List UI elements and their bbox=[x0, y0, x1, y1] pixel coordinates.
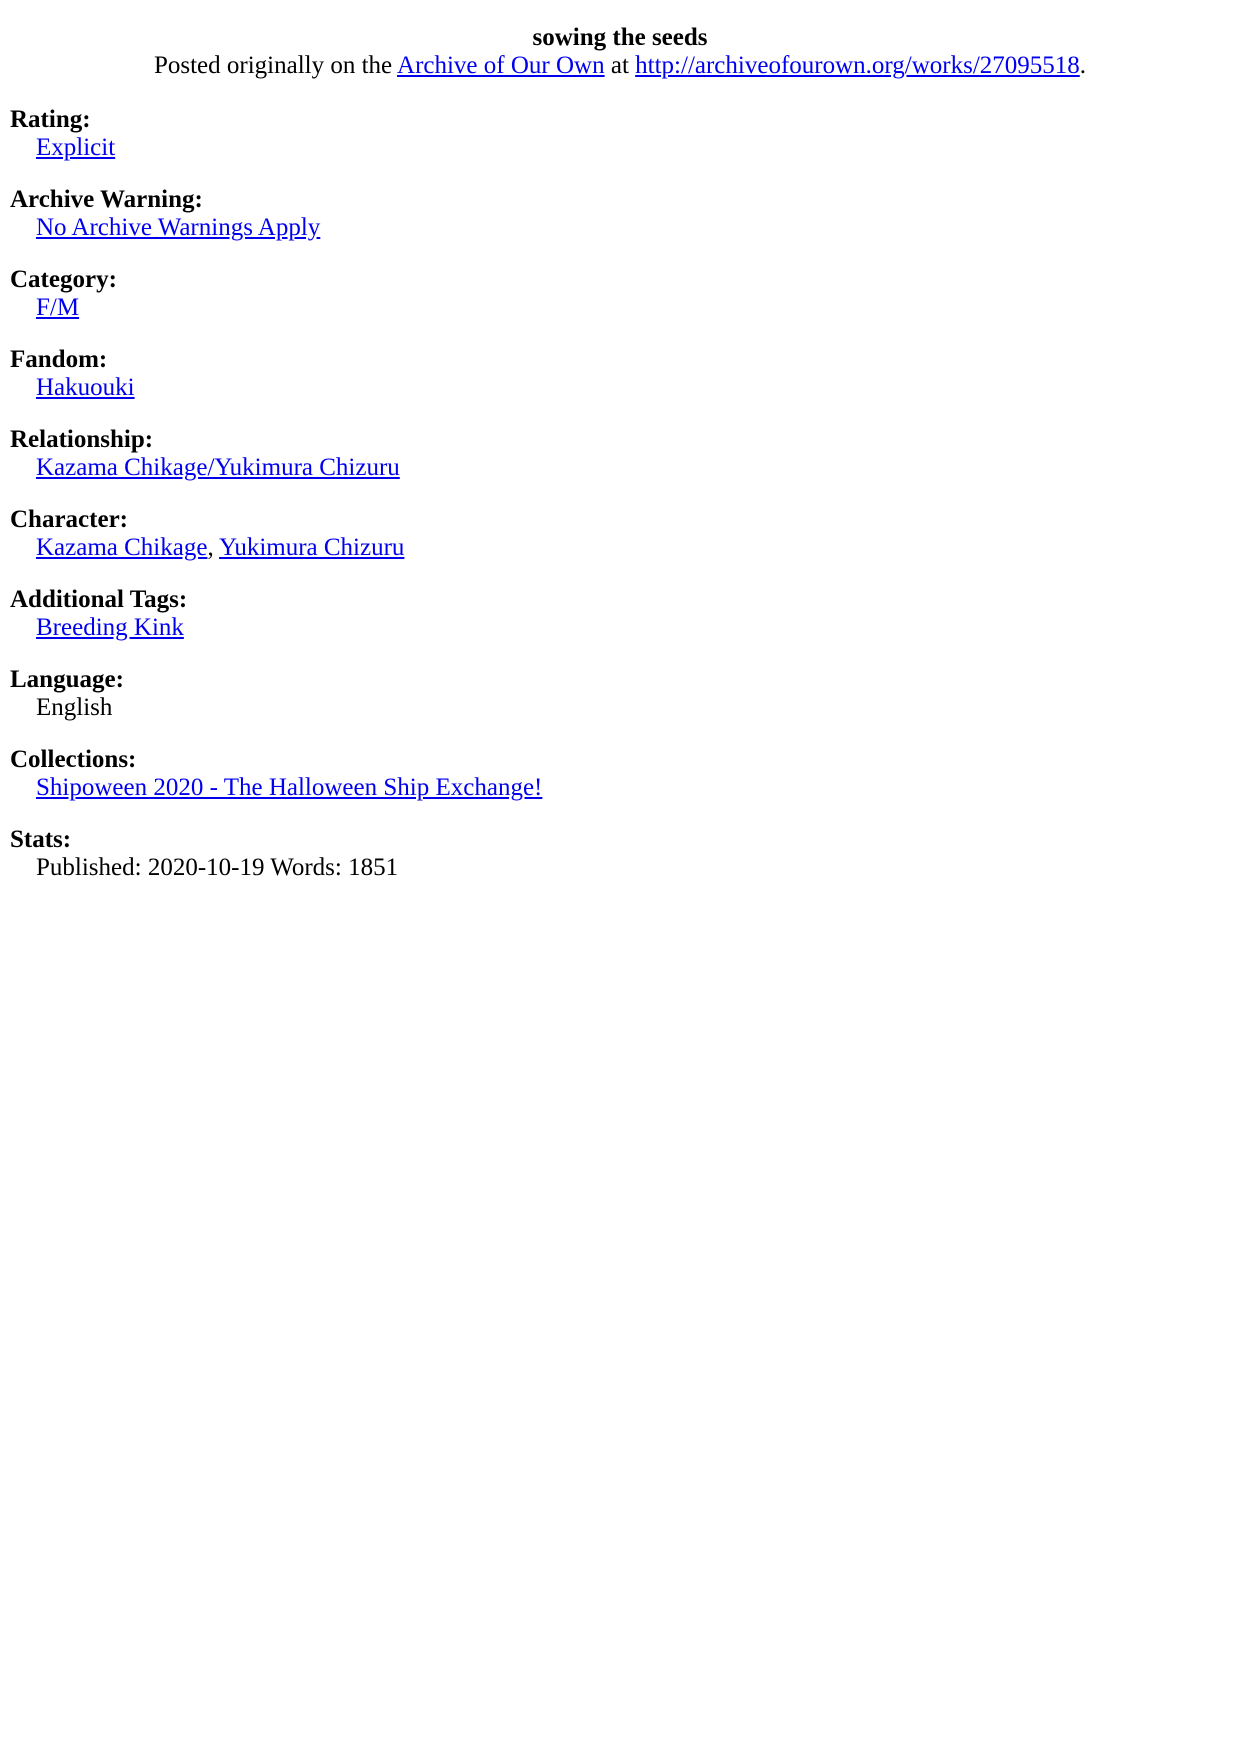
relationship-link[interactable]: Kazama Chikage/Yukimura Chizuru bbox=[36, 454, 400, 481]
collection-link[interactable]: Shipoween 2020 - The Halloween Ship Exchange! bbox=[36, 774, 543, 801]
archive-warning-field bbox=[10, 186, 1210, 242]
character-value-container bbox=[10, 534, 1210, 562]
rating-link[interactable]: Explicit bbox=[36, 134, 116, 161]
stats-field bbox=[10, 826, 1210, 882]
category-value-container bbox=[10, 294, 1210, 322]
archive-warning-value-container bbox=[10, 214, 1210, 242]
archive-warning-label: Archive Warning: bbox=[10, 186, 203, 213]
additional-tags-value-container bbox=[10, 614, 1210, 642]
collections-field bbox=[10, 746, 1210, 802]
character-separator: , bbox=[207, 534, 220, 561]
fandom-link[interactable]: Hakuouki bbox=[36, 374, 135, 401]
posted-prefix: Posted originally on the bbox=[153, 52, 398, 79]
additional-tags-label: Additional Tags: bbox=[10, 586, 188, 613]
category-field bbox=[10, 266, 1210, 322]
relationship-field bbox=[10, 426, 1210, 482]
rating-field bbox=[10, 106, 1210, 162]
relationship-value-container bbox=[10, 454, 1210, 482]
character-link[interactable]: Kazama Chikage bbox=[36, 534, 208, 561]
archive-link[interactable]: Archive of Our Own bbox=[397, 52, 605, 79]
language-value: English bbox=[36, 694, 113, 721]
posted-middle: at bbox=[604, 52, 636, 79]
language-field bbox=[10, 666, 1210, 722]
fandom-field bbox=[10, 346, 1210, 402]
category-link[interactable]: F/M bbox=[36, 294, 80, 321]
posted-line bbox=[0, 52, 1240, 80]
work-title: sowing the seeds bbox=[532, 24, 708, 51]
rating-value-container bbox=[10, 134, 1210, 162]
stats-label: Stats: bbox=[10, 826, 72, 853]
rating-label: Rating: bbox=[10, 106, 91, 133]
work-metadata bbox=[10, 106, 1210, 906]
posted-suffix: . bbox=[1079, 52, 1087, 79]
language-label: Language: bbox=[10, 666, 124, 693]
additional-tags-field bbox=[10, 586, 1210, 642]
document-header bbox=[0, 24, 1240, 80]
category-label: Category: bbox=[10, 266, 117, 293]
stats-value: Published: 2020-10-19 Words: 1851 bbox=[36, 854, 399, 881]
work-url-link[interactable]: http://archiveofourown.org/works/27095518 bbox=[635, 52, 1080, 79]
fandom-label: Fandom: bbox=[10, 346, 108, 373]
additional-tag-link[interactable]: Breeding Kink bbox=[36, 614, 184, 641]
collections-label: Collections: bbox=[10, 746, 137, 773]
character-field bbox=[10, 506, 1210, 562]
archive-warning-link[interactable]: No Archive Warnings Apply bbox=[36, 214, 321, 241]
fandom-value-container bbox=[10, 374, 1210, 402]
collections-value-container bbox=[10, 774, 1210, 802]
character-link[interactable]: Yukimura Chizuru bbox=[219, 534, 405, 561]
relationship-label: Relationship: bbox=[10, 426, 154, 453]
character-label: Character: bbox=[10, 506, 128, 533]
